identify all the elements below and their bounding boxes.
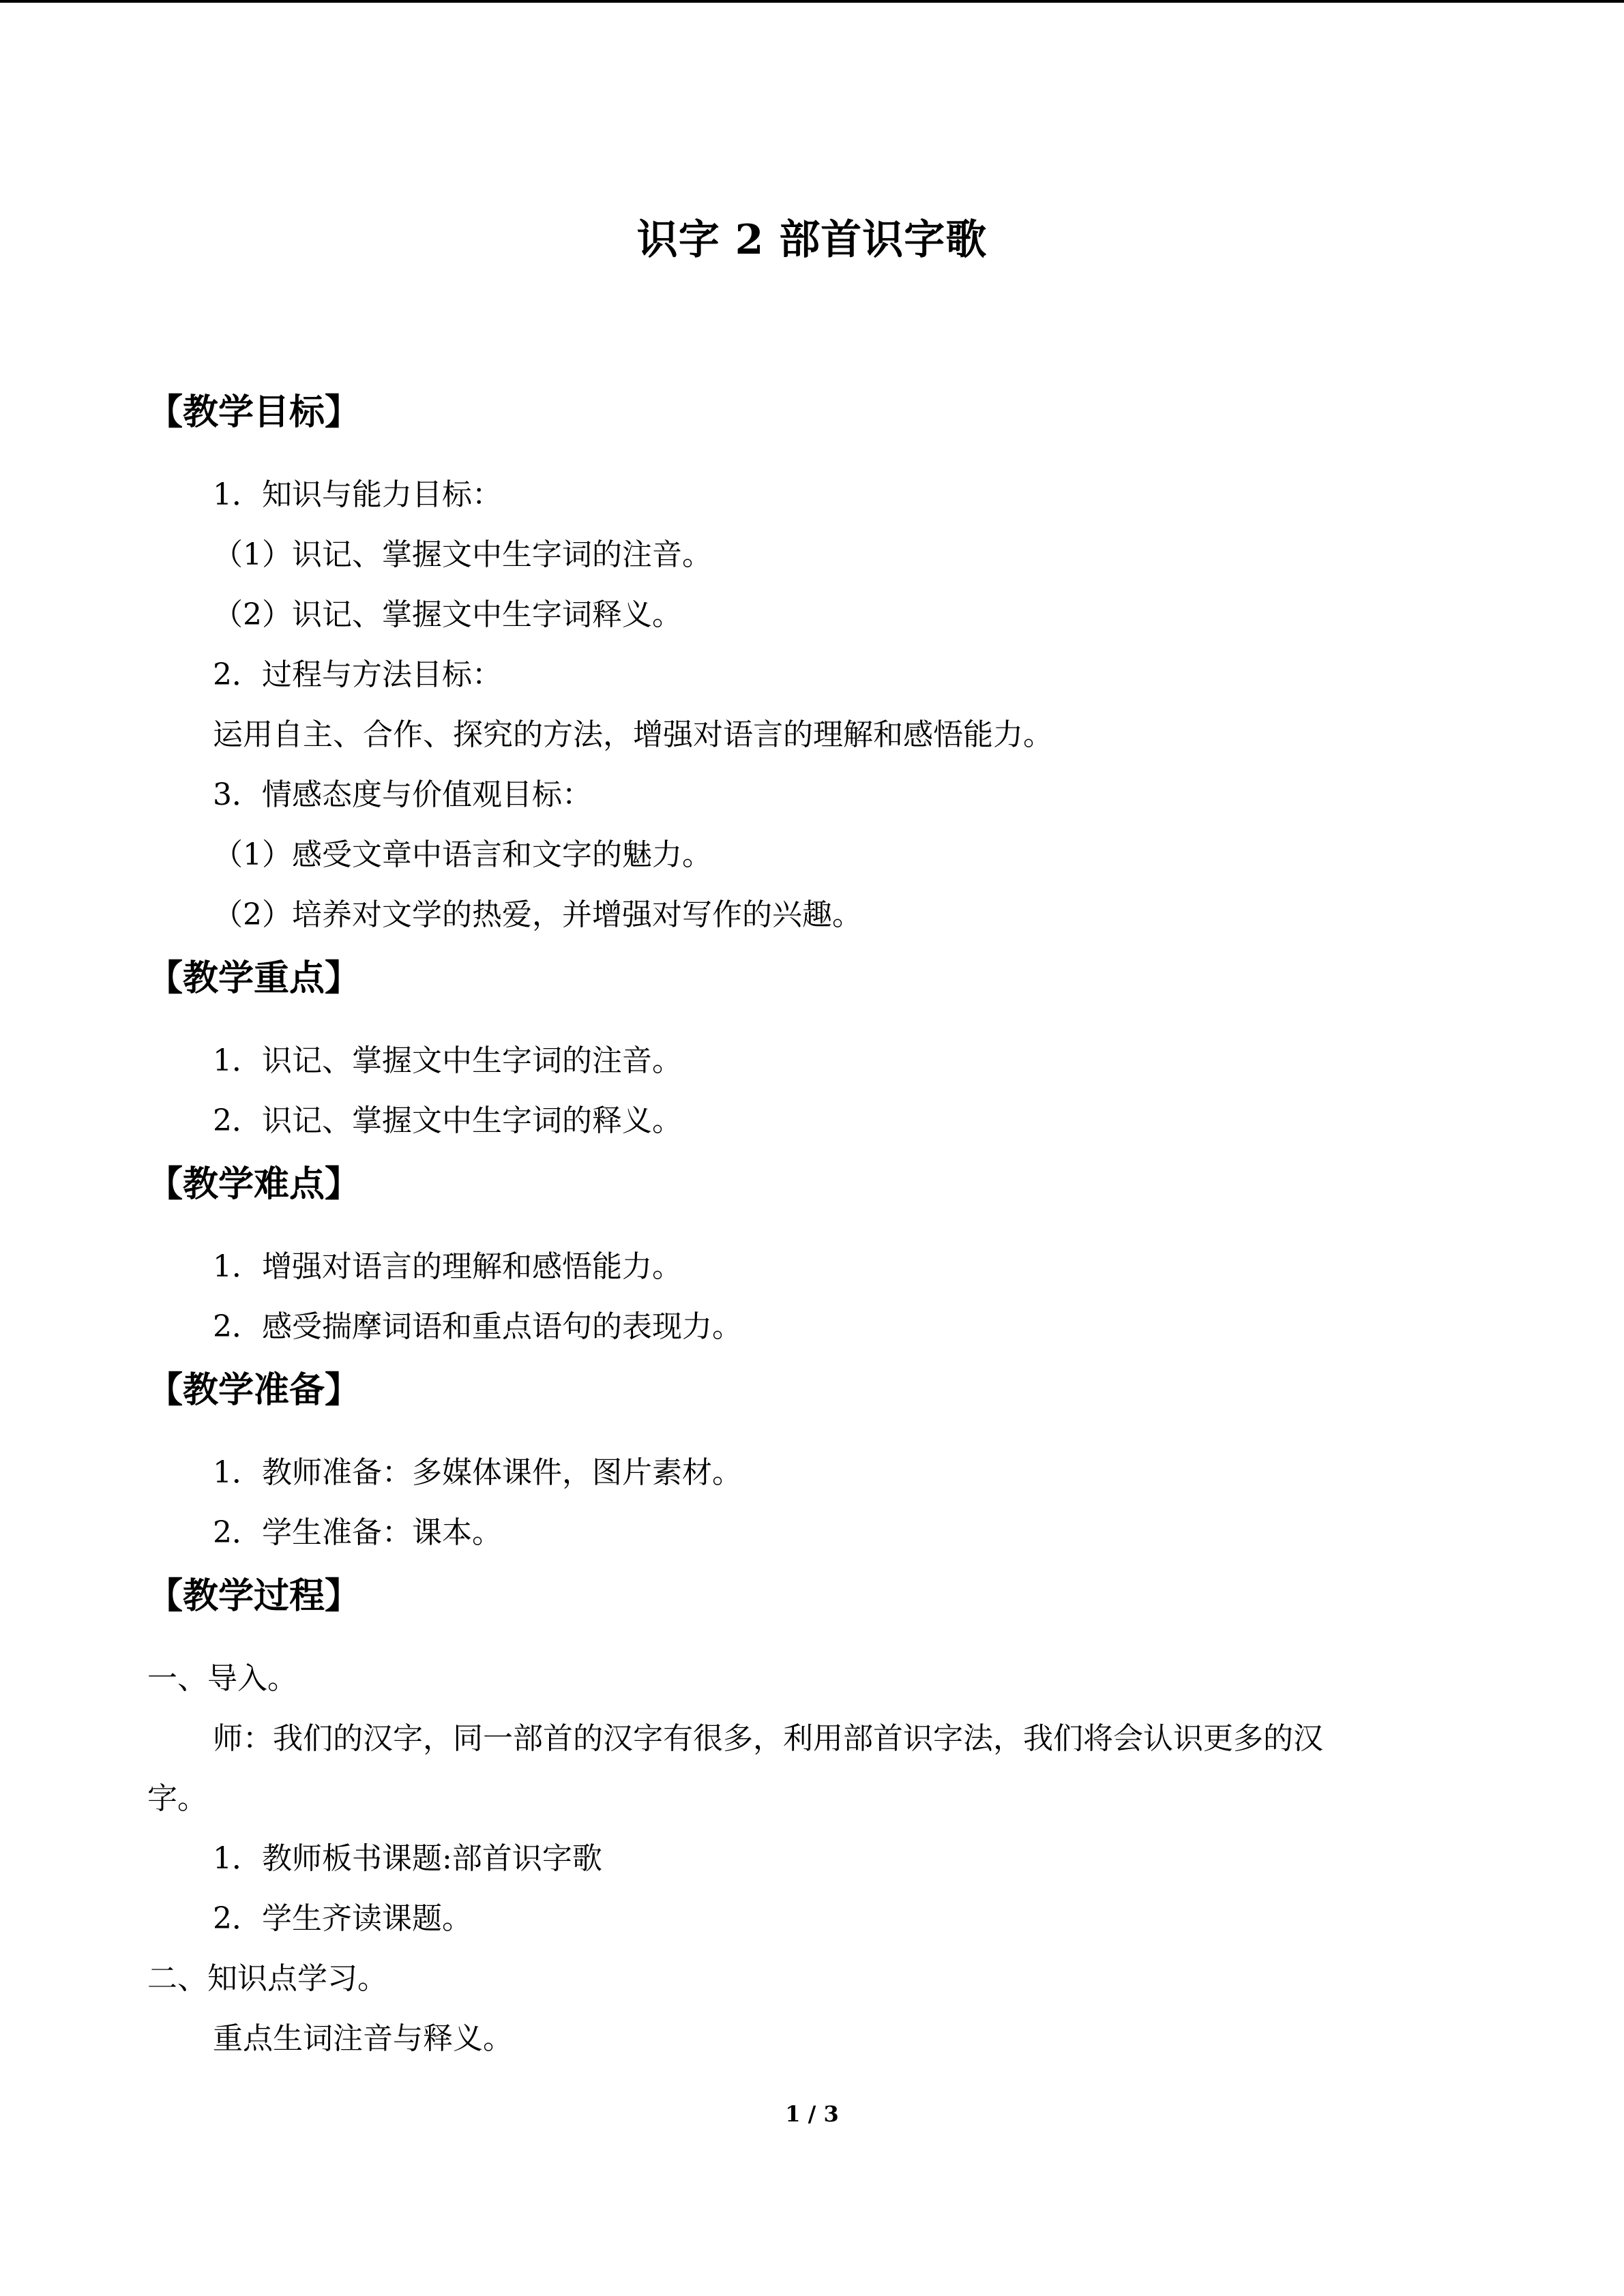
top-border-rule [0, 0, 1624, 3]
section-heading-difficulties: 【教学难点】 [147, 1163, 361, 1205]
process-line: 师：我们的汉字，同一部首的汉字有很多，利用部首识字法，我们将会认识更多的汉 [213, 1721, 1323, 1756]
process-line: 1．教师板书课题:部首识字歌 [213, 1841, 602, 1876]
goals-line: 运用自主、合作、探究的方法，增强对语言的理解和感悟能力。 [213, 717, 1053, 752]
section-heading-goals: 【教学目标】 [147, 391, 361, 433]
process-line: 2．学生齐读课题。 [213, 1901, 472, 1936]
section-heading-process: 【教学过程】 [147, 1575, 361, 1617]
key-points-line: 1．识记、掌握文中生字词的注音。 [213, 1043, 682, 1078]
goals-line: （1）识记、掌握文中生字词的注音。 [213, 537, 712, 572]
section-heading-key-points: 【教学重点】 [147, 957, 361, 999]
goals-line: （2）培养对文学的热爱，并增强对写作的兴趣。 [213, 897, 862, 932]
goals-line: 2．过程与方法目标： [213, 657, 502, 692]
difficulties-line: 1．增强对语言的理解和感悟能力。 [213, 1249, 682, 1284]
goals-line: （2）识记、掌握文中生字词释义。 [213, 597, 682, 632]
process-line: 字。 [147, 1781, 207, 1816]
process-line: 二、知识点学习。 [147, 1961, 387, 1996]
preparation-line: 1．教师准备：多媒体课件，图片素材。 [213, 1455, 742, 1490]
page-number: 1 / 3 [785, 2101, 839, 2127]
section-heading-preparation: 【教学准备】 [147, 1369, 361, 1411]
difficulties-line: 2．感受揣摩词语和重点语句的表现力。 [213, 1309, 742, 1344]
goals-line: 1．知识与能力目标： [213, 477, 502, 512]
process-line: 一、导入。 [147, 1661, 297, 1696]
goals-line: 3．情感态度与价值观目标： [213, 777, 592, 812]
preparation-line: 2．学生准备：课本。 [213, 1515, 502, 1550]
document-title: 识字 2 部首识字歌 [636, 216, 988, 264]
goals-line: （1）感受文章中语言和文字的魅力。 [213, 837, 712, 872]
key-points-line: 2．识记、掌握文中生字词的释义。 [213, 1103, 682, 1138]
process-line: 重点生词注音与释义。 [213, 2021, 513, 2056]
